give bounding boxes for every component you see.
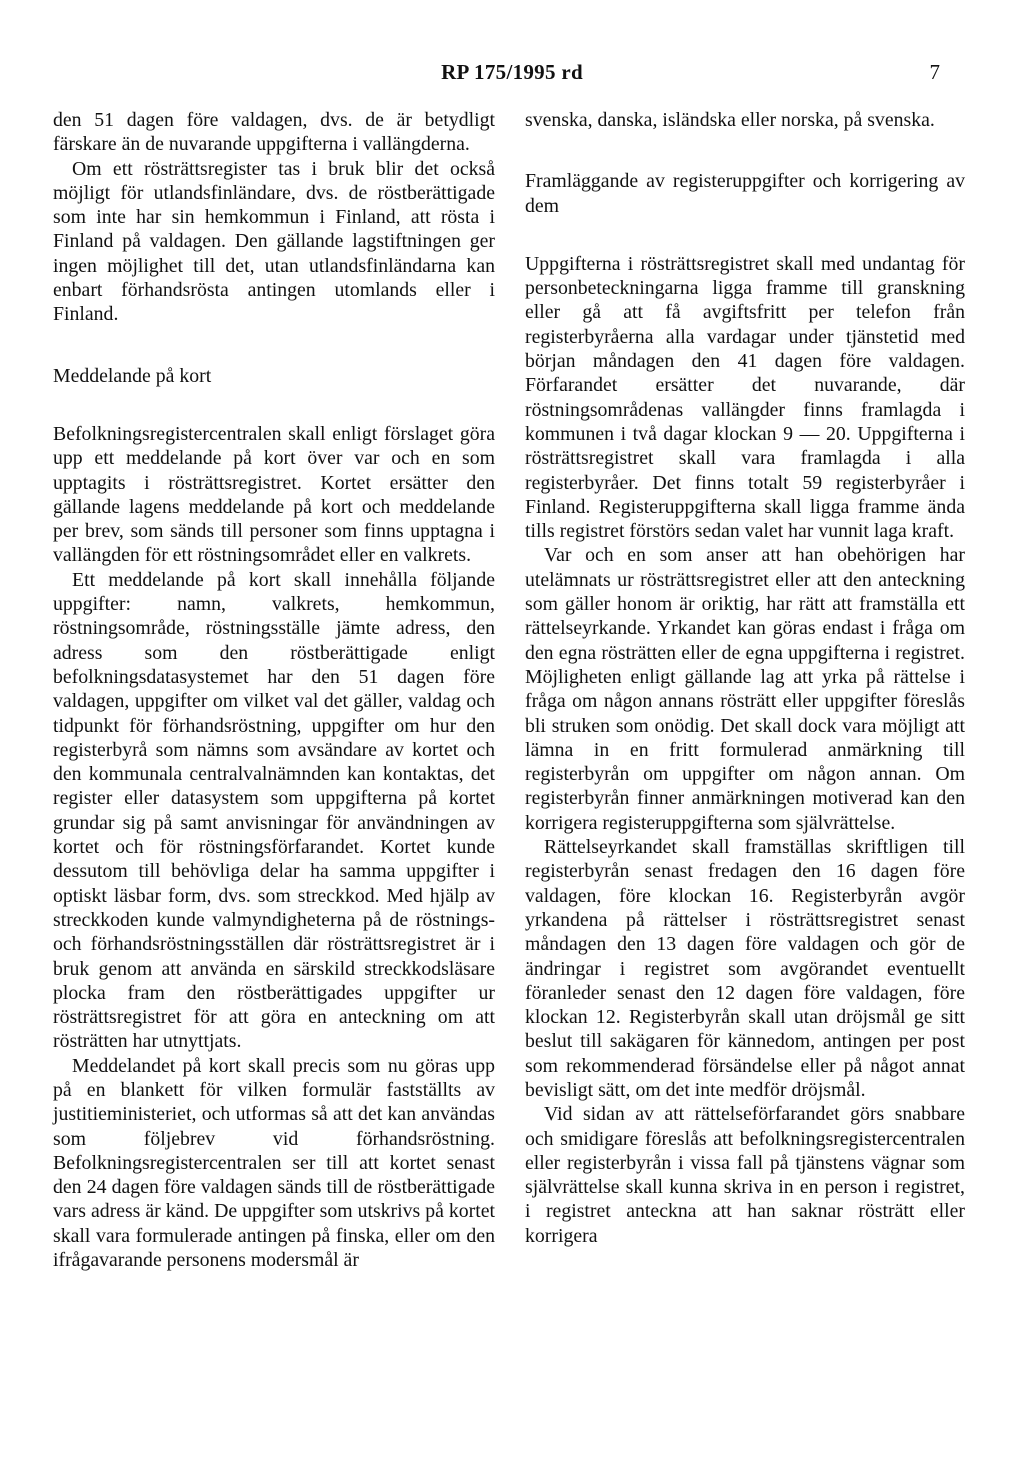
right-column	[525, 108, 965, 1248]
left-column	[53, 108, 495, 1272]
paragraph: Meddelandet på kort skall precis som nu göras upp på en blankett för vilken formulär fastställts av justitieministeriet, och utformas så att det kan användas som följebrev vid förhandsröstning. Befolkningsregistercentralen ser till att kortet senast den 24 dagen före valdagen sänds till de röstberättigade vars adress är känd. De uppgifter som utskrivs på kortet skall vara formulerade antingen på finska, eller om den ifrågavarande personens modersmål är	[53, 1054, 495, 1272]
running-head: RP 175/1995 rd	[441, 60, 583, 84]
paragraph: Vid sidan av att rättelseförfarandet görs snabbare och smidigare föreslås att befolkningsregistercentralen eller registerbyrån i vissa fall på tjänstens vägnar som självrättelse skall kunna skriva in en person i registret, i registret anteckna att han saknar rösträtt eller korrigera	[525, 1103, 965, 1247]
paragraph: Uppgifterna i rösträttsregistret skall med undantag för personbeteckningarna ligga framme till granskning eller gå att få avgiftsfritt per telefon från registerbyråerna alla vardagar under tjänstetid med början måndagen den 41 dagen före valdagen. Förfarandet ersätter det nuvarande, där röstningsområdenas vallängder finns framlagda i kommunen i två dagar klockan 9 — 20. Uppgifterna i rösträttsregistret skall vara framlagda i alla registerbyråer. Det finns totalt 59 registerbyråer i Finland. Registeruppgifterna skall ligga framme ända tills registret förstörs sedan valet har vunnit laga kraft.	[525, 252, 965, 543]
page-header	[0, 58, 1024, 88]
paragraph: Ett meddelande på kort skall innehålla följande uppgifter: namn, valkrets, hemkommun, röstningsområde, röstningsställe jämte adress, den adress som den röstberättigade enligt befolkningsdatasystemet har den 51 dagen före valdagen, uppgifter om vilket val det gäller, valdag och tidpunkt för förhandsröstning, uppgifter om hur den registerbyrå som nämns som avsändare av kortet och den kommunala centralvalnämnden kan kontaktas, det register eller datasystem som uppgifterna på kortet grundar sig på samt anvisningar för användningen av kortet och för röstningsförfarandet. Kortet kunde dessutom till behövliga delar ha samma uppgifter i optiskt läsbar form, dvs. som streckkod. Med hjälp av streckkoden kunde valmyndigheterna på de röstnings- och förhandsröstningsställen där rösträttsregistret är i bruk genom att använda en särskild streckkodsläsare plocka fram den röstberättigades uppgifter ur rösträttsregistret för att göra en anteckning om att rösträtten har utnyttjats.	[53, 568, 495, 1053]
paragraph: Om ett rösträttsregister tas i bruk blir det också möjligt för utlandsfinländare, dvs. de röstberättigade som inte har sin hemkommun i Finland, att rösta i Finland på valdagen. Den gällande lagstiftningen ger ingen möjlighet till det, utan utlandsfinländarna kan enbart förhandsrösta antingen utomlands eller i Finland.	[53, 157, 495, 326]
paragraph: Rättelseyrkandet skall framställas skriftligen till registerbyrån senast fredagen den 16 dagen före valdagen, före klockan 16. Registerbyrån avgör yrkandena på rättelser i rösträttsregistret senast måndagen den 13 dagen före valdagen och gör de ändringar i registret som avgörandet eventuellt föranleder senast den 12 dagen före valdagen, före klockan 12. Registerbyrån skall utan dröjsmål ge sitt beslut till sakägaren för kännedom, antingen per post som rekommenderad försändelse eller på något annat bevisligt sätt, om det inte medför dröjsmål.	[525, 836, 965, 1101]
paragraph: den 51 dagen före valdagen, dvs. de är betydligt färskare än de nuvarande uppgifterna i vallängderna.	[53, 109, 495, 156]
page-number: 7	[929, 60, 940, 84]
section-heading: Meddelande på kort	[53, 364, 212, 387]
section-heading: Framläggande av registeruppgifter och korrigering av dem	[525, 170, 965, 217]
paragraph: Befolkningsregistercentralen skall enligt förslaget göra upp ett meddelande på kort över var och en som upptagits i rösträttsregistret. Kortet ersätter den gällande lagens meddelande på kort och meddelande per brev, som sänds till personer som finns upptagna i vallängden för ett röstningsområdet eller en valkrets.	[53, 422, 495, 567]
paragraph: svenska, danska, isländska eller norska, på svenska.	[525, 109, 935, 131]
paragraph: Var och en som anser att han obehörigen har utelämnats ur rösträttsregistret eller att den anteckning som gäller honom är oriktig, har rätt att framställa ett rättelseyrkande. Yrkandet kan göras endast i fråga om den egna rösträtten eller de egna uppgifterna i registret. Möjligheten enligt gällande lag att yrka på rättelse i fråga om någon annans rösträtt eller uppgifter föreslås bli struken som onödig. Det skall dock vara möjligt att lämna in en fritt formulerad anmärkning till registerbyrån om uppgifter om någon annan. Om registerbyrån finner anmärkningen motiverad kan den korrigera registeruppgifterna som självrättelse.	[525, 544, 965, 834]
